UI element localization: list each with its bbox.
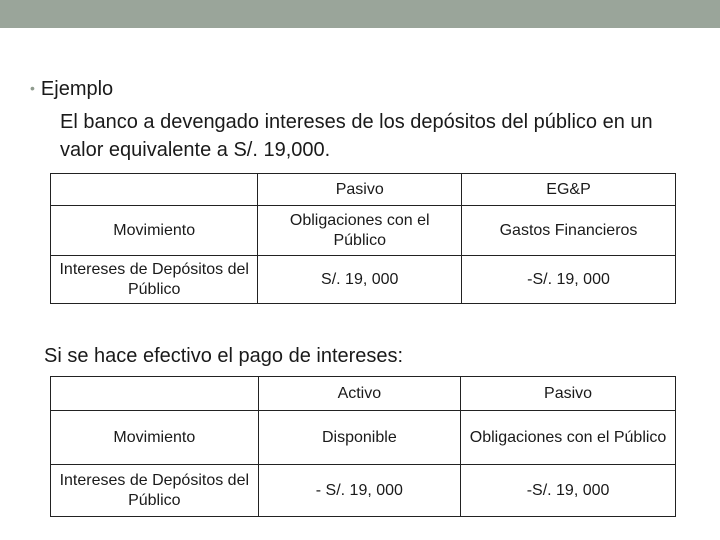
table-cell: -S/. 19, 000 xyxy=(462,256,676,304)
table-cell: Disponible xyxy=(258,411,460,465)
table-row xyxy=(51,411,676,465)
table-cell: - S/. 19, 000 xyxy=(258,465,460,517)
table-row xyxy=(51,256,676,304)
header-cell xyxy=(51,377,259,411)
table-cell: Obligaciones con el Público xyxy=(461,411,676,465)
table-cell: Intereses de Depósitos del Público xyxy=(51,256,258,304)
header-cell xyxy=(51,174,258,206)
table-cell: Movimiento xyxy=(51,411,259,465)
example-label: Ejemplo xyxy=(40,78,114,100)
table-cell: S/. 19, 000 xyxy=(258,256,462,304)
table-cell: Obligaciones con el Público xyxy=(258,206,462,256)
example-paragraph: El banco a devengado intereses de los depósitos del público en un valor equivalente a S/. 19,000. xyxy=(60,111,653,161)
table-header-row xyxy=(51,174,676,206)
bullet-icon: • xyxy=(30,80,35,96)
example-bullet xyxy=(30,76,113,101)
section-heading: Si se hace efectivo el pago de intereses: xyxy=(44,345,404,367)
table-cell: Movimiento xyxy=(51,206,258,256)
table-header-row xyxy=(51,377,676,411)
table-cell: Gastos Financieros xyxy=(462,206,676,256)
payment-table xyxy=(50,376,676,517)
table-row xyxy=(51,465,676,517)
header-cell: Pasivo xyxy=(258,174,462,206)
header-cell: Pasivo xyxy=(461,377,676,411)
accrual-table xyxy=(50,173,676,304)
table-row xyxy=(51,206,676,256)
table-cell: -S/. 19, 000 xyxy=(461,465,676,517)
table-cell: Intereses de Depósitos del Público xyxy=(51,465,259,517)
top-accent-bar xyxy=(0,0,720,28)
header-cell: EG&P xyxy=(462,174,676,206)
header-cell: Activo xyxy=(258,377,460,411)
